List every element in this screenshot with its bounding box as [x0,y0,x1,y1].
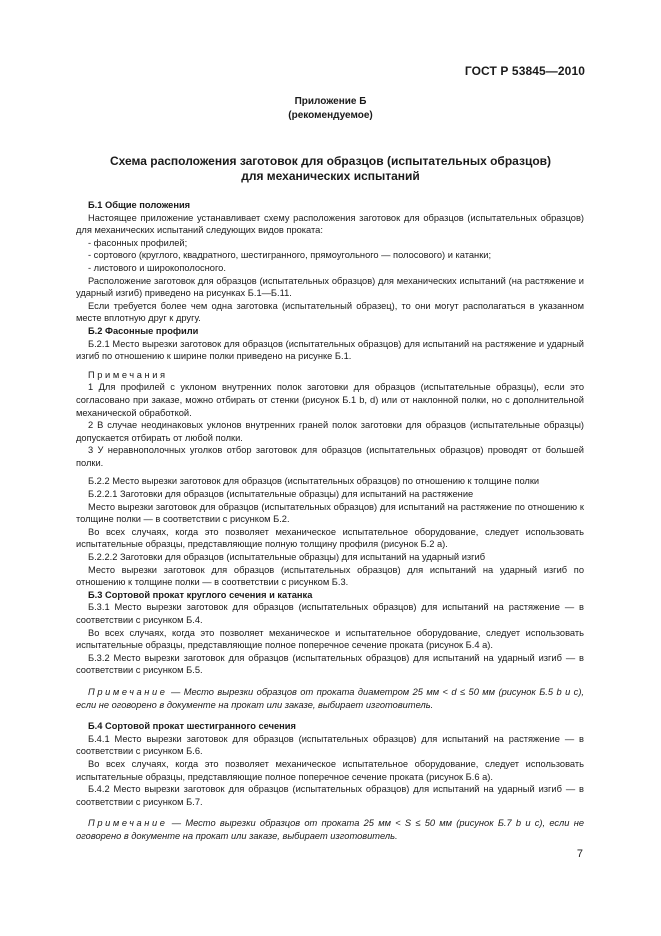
paragraph: Б.4.2 Место вырезки заготовок для образцов (испытательных образцов) для испытаний на ударный изгиб — в соответствии с рисунком Б.7. [76,784,584,807]
paragraph: Во всех случаях, когда это позволяет механическое испытательное оборудование, следует использовать испытательные образцы, представляющие полное поперечное сечение проката (рисунок Б.6 a). [76,758,584,782]
section-heading: Б.2 Фасонные профили [88,325,199,336]
paragraph: Место вырезки заготовок для образцов (испытательных образцов) для испытаний на ударный изгиб по отношению к толщине полки — в соответствии с рисунком Б.3. [76,564,584,588]
section-heading: Б.1 Общие положения [88,200,191,210]
paragraph: Б.2.2 Место вырезки заготовок для образцов (испытательных образцов) по отношению к толщине полки [88,476,540,487]
note: 3 У неравнополочных уголков отбор заготовок для образцов (испытательных образцов) проводят от большей полки. [76,445,584,468]
paragraph: Во всех случаях, когда это позволяет механическое испытательное оборудование, следует использовать испытательные образцы, представляющие полную толщину профиля (рисунок Б.2 a). [76,526,584,550]
note: 1 Для профилей с уклоном внутренних полок заготовки для образцов (испытательные образцы), если это согласовано при заказе, можно отбирать от стенки (рисунок Б.1 b, d) или от наклонной полки, но с дополнительной механической обработкой. [76,382,584,418]
page-number: 7 [576,848,583,860]
notes-label-text: Примечания [88,369,168,380]
main-title [0,154,661,184]
section-heading: Б.3 Сортовой прокат круглого сечения и катанка [88,589,313,600]
list-item: - сортового (круглого, квадратного, шестигранного, прямоугольного — полосового) и катанки; [88,250,492,261]
note [76,686,584,711]
note [76,817,584,842]
paragraph: Настоящее приложение устанавливает схему расположения заготовок для образцов (испытательных образцов) для механических испытаний следующих видов проката: [76,212,584,236]
paragraph: Б.2.2.2 Заготовки для образцов (испытательные образцы) для испытаний на ударный изгиб [88,552,486,563]
note: 2 В случае неодинаковых уклонов внутренних граней полок заготовки для образцов (испытательные образцы) допускается отбирать от любой полки. [76,420,584,443]
note-text: — Место вырезки образцов от проката диаметром 25 мм < d ≤ 50 мм (рисунок Б.5 b и c), если не оговорено в документе на прокат или заказе, выбирает изготовитель. [76,686,584,710]
document-body [76,199,584,843]
paragraph: Б.4.1 Место вырезки заготовок для образцов (испытательных образцов) для испытаний на растяжение — в соответствии с рисунком Б.6. [76,733,584,757]
paragraph: Если требуется более чем одна заготовка (испытательный образец), то они могут располагаться в указанном месте вплотную друг к другу. [76,300,584,324]
list-item: - листового и широкополосного. [88,262,226,273]
paragraph: Б.2.1 Место вырезки заготовок для образцов (испытательных образцов) для испытаний на растяжение и ударный изгиб по отношению к ширине полки приведено на рисунке Б.1. [76,338,584,362]
annex-title: Приложение Б [294,96,367,107]
notes-label [76,369,584,382]
paragraph: Б.2.2.1 Заготовки для образцов (испытательные образцы) для испытаний на растяжение [88,489,474,500]
list-item: - фасонных профилей; [88,237,188,248]
section-heading: Б.4 Сортовой прокат шестигранного сечения [88,721,296,732]
paragraph: Б.3.1 Место вырезки заготовок для образцов (испытательных образцов) для испытаний на растяжение — в соответствии с рисунком Б.4. [76,602,584,625]
note-text: — Место вырезки образцов от проката 25 мм < S ≤ 50 мм (рисунок Б.7 b и c), если не оговорено в документе на прокат или заказе, выбирает изготовитель. [76,818,584,841]
annex-subtitle: (рекомендуемое) [288,110,373,121]
paragraph: Расположение заготовок для образцов (испытательных образцов) для механических испытаний (на растяжение и ударный изгиб) приведено на рисунках Б.1—Б.11. [76,275,584,299]
note-label: Примечание [88,818,168,829]
paragraph: Во всех случаях, когда это позволяет механическое и испытательное оборудование, следует использовать испытательные образцы, представляющие полное поперечное сечение проката (рисунок Б.4 a). [76,627,584,651]
document-code: ГОСТ Р 53845—2010 [464,64,585,78]
note-label: Примечание [88,686,168,697]
paragraph: Б.3.2 Место вырезки заготовок для образцов (испытательных образцов) для испытаний на ударный изгиб — в соответствии с рисунком Б.5. [76,652,584,676]
main-title-line: Схема расположения заготовок для образцов (испытательных образцов) [109,154,552,168]
main-title-line: для механических испытаний [241,169,420,183]
paragraph: Место вырезки заготовок для образцов (испытательных образцов) для испытаний на растяжение по отношению к толщине полки — в соответствии с рисунком Б.2. [76,501,584,525]
